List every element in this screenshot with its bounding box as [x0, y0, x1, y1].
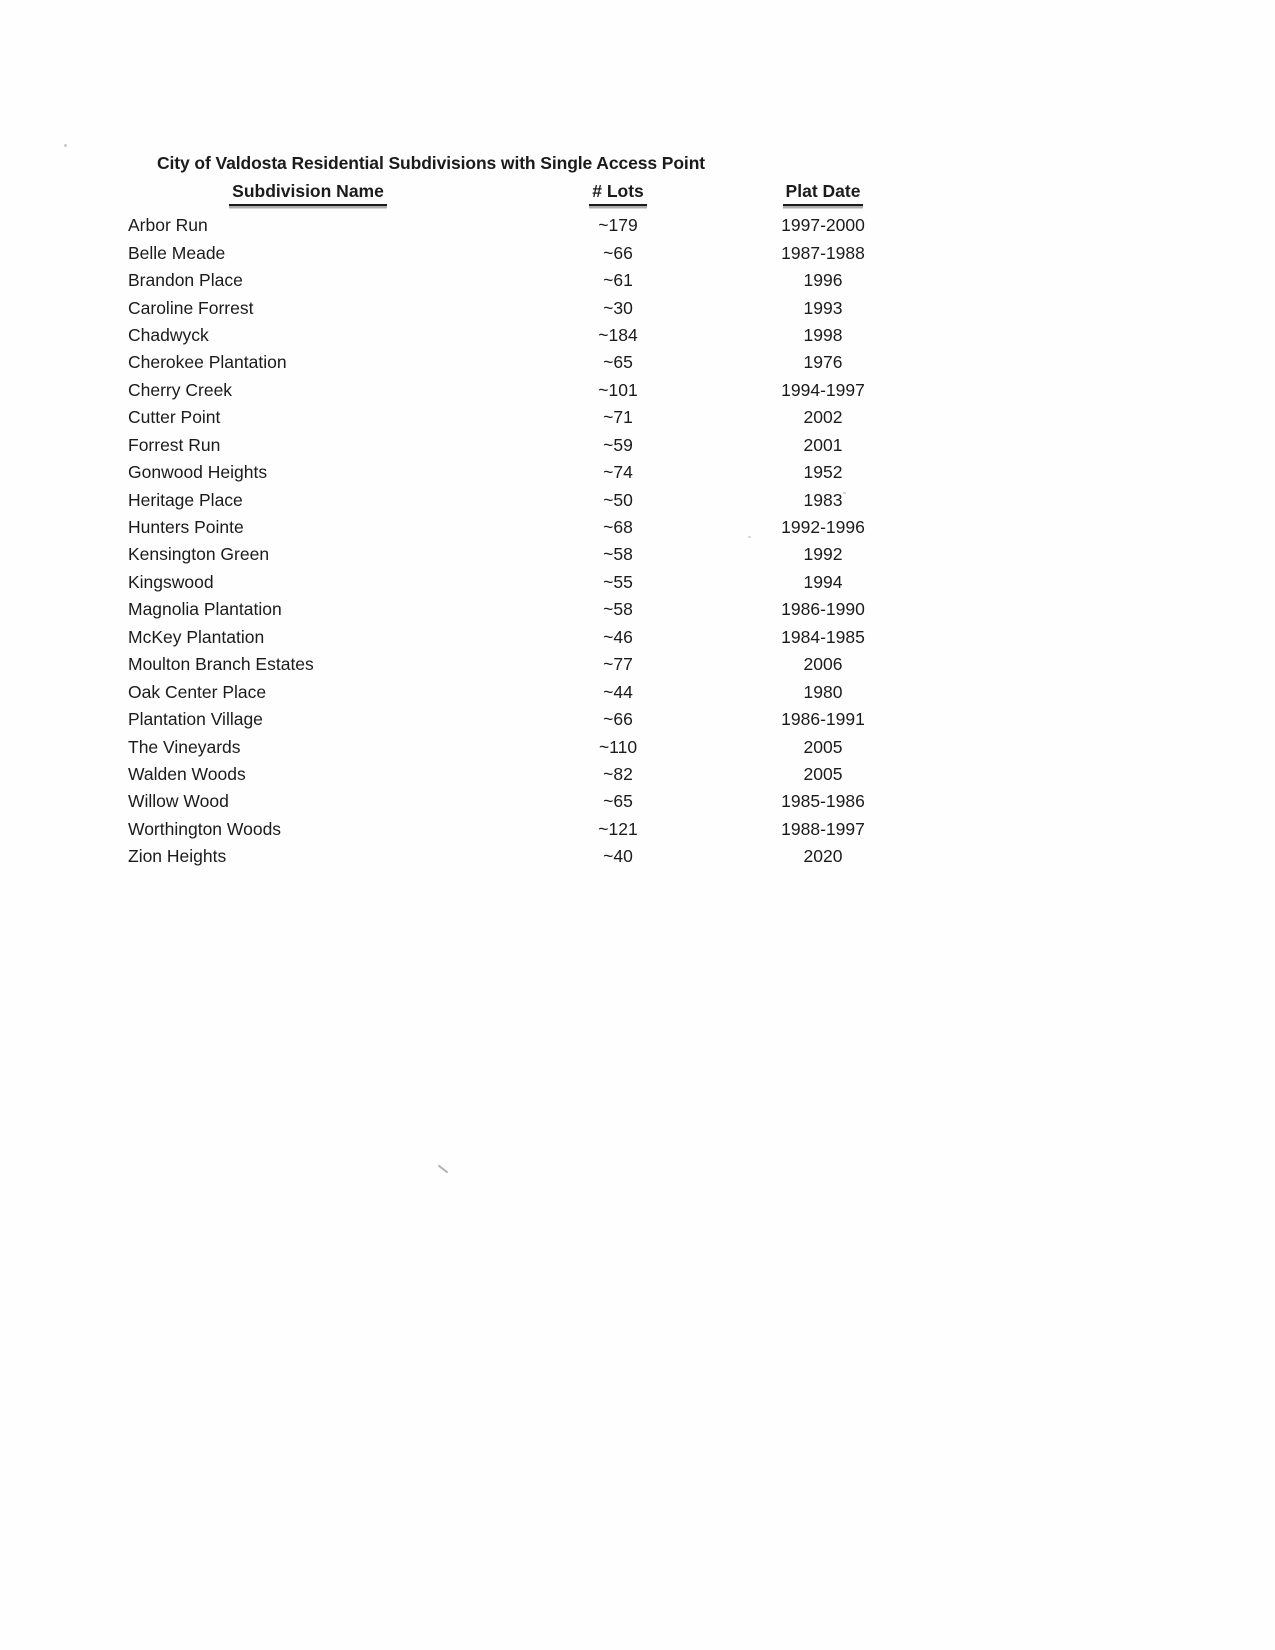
table-row — [128, 733, 898, 760]
subdivision-name-cell: Caroline Forrest — [128, 297, 254, 318]
lots-cell: ~184 — [598, 324, 638, 345]
lots-cell: ~58 — [603, 599, 633, 620]
column-header-plat-date — [748, 181, 898, 206]
plat-date-cell: 1994 — [803, 571, 843, 592]
lots-cell: ~50 — [603, 489, 633, 510]
plat-date-cell: 2002 — [803, 407, 843, 428]
plat-date-cell: 1986-1991 — [781, 709, 865, 730]
subdivision-name-cell: Heritage Place — [128, 489, 243, 510]
table-row — [128, 706, 898, 733]
lots-cell: ~179 — [598, 215, 638, 236]
column-header-lots — [488, 181, 748, 206]
subdivision-name-cell: Hunters Pointe — [128, 517, 244, 538]
plat-date-cell: 1980 — [803, 681, 843, 702]
subdivision-name-cell: Belle Meade — [128, 242, 226, 263]
table-row — [128, 678, 898, 705]
table-row — [128, 596, 898, 623]
plat-date-cell: 1997-2000 — [781, 215, 865, 236]
plat-date-cell: 1986-1990 — [781, 599, 865, 620]
table-row — [128, 294, 898, 321]
plat-date-cell: 2006 — [803, 654, 843, 675]
lots-cell: ~121 — [598, 818, 638, 839]
subdivision-name-cell: Oak Center Place — [128, 681, 267, 702]
subdivision-name-cell: Moulton Branch Estates — [128, 654, 314, 675]
lots-cell: ~46 — [603, 626, 633, 647]
subdivision-name-cell: Worthington Woods — [128, 818, 282, 839]
subdivision-name-cell: Walden Woods — [128, 763, 246, 784]
plat-date-cell: 1987-1988 — [781, 242, 865, 263]
lots-cell: ~74 — [603, 462, 633, 483]
table-row — [128, 377, 898, 404]
lots-cell: ~65 — [603, 791, 633, 812]
subdivision-name-cell: Forrest Run — [128, 434, 221, 455]
subdivision-name-cell: McKey Plantation — [128, 626, 265, 647]
plat-date-cell: 2005 — [803, 736, 843, 757]
table-header-row — [128, 181, 898, 212]
lots-cell: ~65 — [603, 352, 633, 373]
subdivisions-table — [128, 181, 898, 871]
lots-cell: ~68 — [603, 517, 633, 538]
table-row — [128, 651, 898, 678]
plat-date-cell: 1983 — [803, 489, 843, 510]
table-row — [128, 843, 898, 870]
plat-date-cell: 1988-1997 — [781, 818, 865, 839]
column-header-lots-label: # Lots — [589, 181, 647, 206]
plat-date-cell: 1976 — [803, 352, 843, 373]
table-row — [128, 761, 898, 788]
subdivision-name-cell: Gonwood Heights — [128, 462, 268, 483]
table-row — [128, 624, 898, 651]
lots-cell: ~77 — [603, 654, 633, 675]
lots-cell: ~101 — [598, 379, 638, 400]
lots-cell: ~40 — [603, 846, 633, 867]
subdivision-name-cell: Willow Wood — [128, 791, 229, 812]
table-body — [128, 212, 898, 871]
plat-date-cell: 2020 — [803, 846, 843, 867]
plat-date-cell: 1993 — [803, 297, 843, 318]
table-row — [128, 514, 898, 541]
scan-artifact-speck — [843, 492, 846, 494]
lots-cell: ~71 — [603, 407, 633, 428]
subdivision-name-cell: Cherokee Plantation — [128, 352, 287, 373]
scan-artifact-speck — [748, 536, 751, 538]
table-row — [128, 349, 898, 376]
subdivision-name-cell: Chadwyck — [128, 324, 209, 345]
table-row — [128, 432, 898, 459]
table-row — [128, 404, 898, 431]
column-header-subdivision-name — [128, 181, 488, 206]
subdivision-name-cell: Kingswood — [128, 571, 214, 592]
table-row — [128, 541, 898, 568]
lots-cell: ~58 — [603, 544, 633, 565]
lots-cell: ~82 — [603, 763, 633, 784]
table-row — [128, 239, 898, 266]
table-row — [128, 486, 898, 513]
lots-cell: ~66 — [603, 709, 633, 730]
lots-cell: ~55 — [603, 571, 633, 592]
subdivision-name-cell: Brandon Place — [128, 270, 243, 291]
subdivision-name-cell: Zion Heights — [128, 846, 227, 867]
lots-cell: ~30 — [603, 297, 633, 318]
plat-date-cell: 2005 — [803, 763, 843, 784]
subdivision-name-cell: Kensington Green — [128, 544, 270, 565]
lots-cell: ~66 — [603, 242, 633, 263]
scan-artifact-speck — [64, 144, 67, 147]
table-row — [128, 816, 898, 843]
subdivision-name-cell: Magnolia Plantation — [128, 599, 282, 620]
lots-cell: ~61 — [603, 270, 633, 291]
page-title: City of Valdosta Residential Subdivisions with Single Access Point — [157, 153, 706, 173]
subdivision-name-cell: Cherry Creek — [128, 379, 233, 400]
plat-date-cell: 1992 — [803, 544, 843, 565]
subdivision-name-cell: Arbor Run — [128, 215, 208, 236]
table-row — [128, 788, 898, 815]
lots-cell: ~59 — [603, 434, 633, 455]
plat-date-cell: 1994-1997 — [781, 379, 865, 400]
plat-date-cell: 1984-1985 — [781, 626, 865, 647]
scan-artifact-diagonal-mark — [438, 1165, 449, 1174]
table-row — [128, 267, 898, 294]
lots-cell: ~110 — [598, 736, 638, 757]
plat-date-cell: 2001 — [803, 434, 843, 455]
subdivision-name-cell: Cutter Point — [128, 407, 221, 428]
table-row — [128, 569, 898, 596]
table-row — [128, 212, 898, 239]
subdivision-name-cell: The Vineyards — [128, 736, 241, 757]
table-row — [128, 459, 898, 486]
plat-date-cell: 1985-1986 — [781, 791, 865, 812]
plat-date-cell: 1998 — [803, 324, 843, 345]
table-row — [128, 322, 898, 349]
subdivision-name-cell: Plantation Village — [128, 709, 263, 730]
lots-cell: ~44 — [603, 681, 633, 702]
plat-date-cell: 1992-1996 — [781, 517, 865, 538]
column-header-plat-date-label: Plat Date — [783, 181, 864, 206]
plat-date-cell: 1996 — [803, 270, 843, 291]
plat-date-cell: 1952 — [803, 462, 843, 483]
column-header-subdivision-name-label: Subdivision Name — [229, 181, 387, 206]
